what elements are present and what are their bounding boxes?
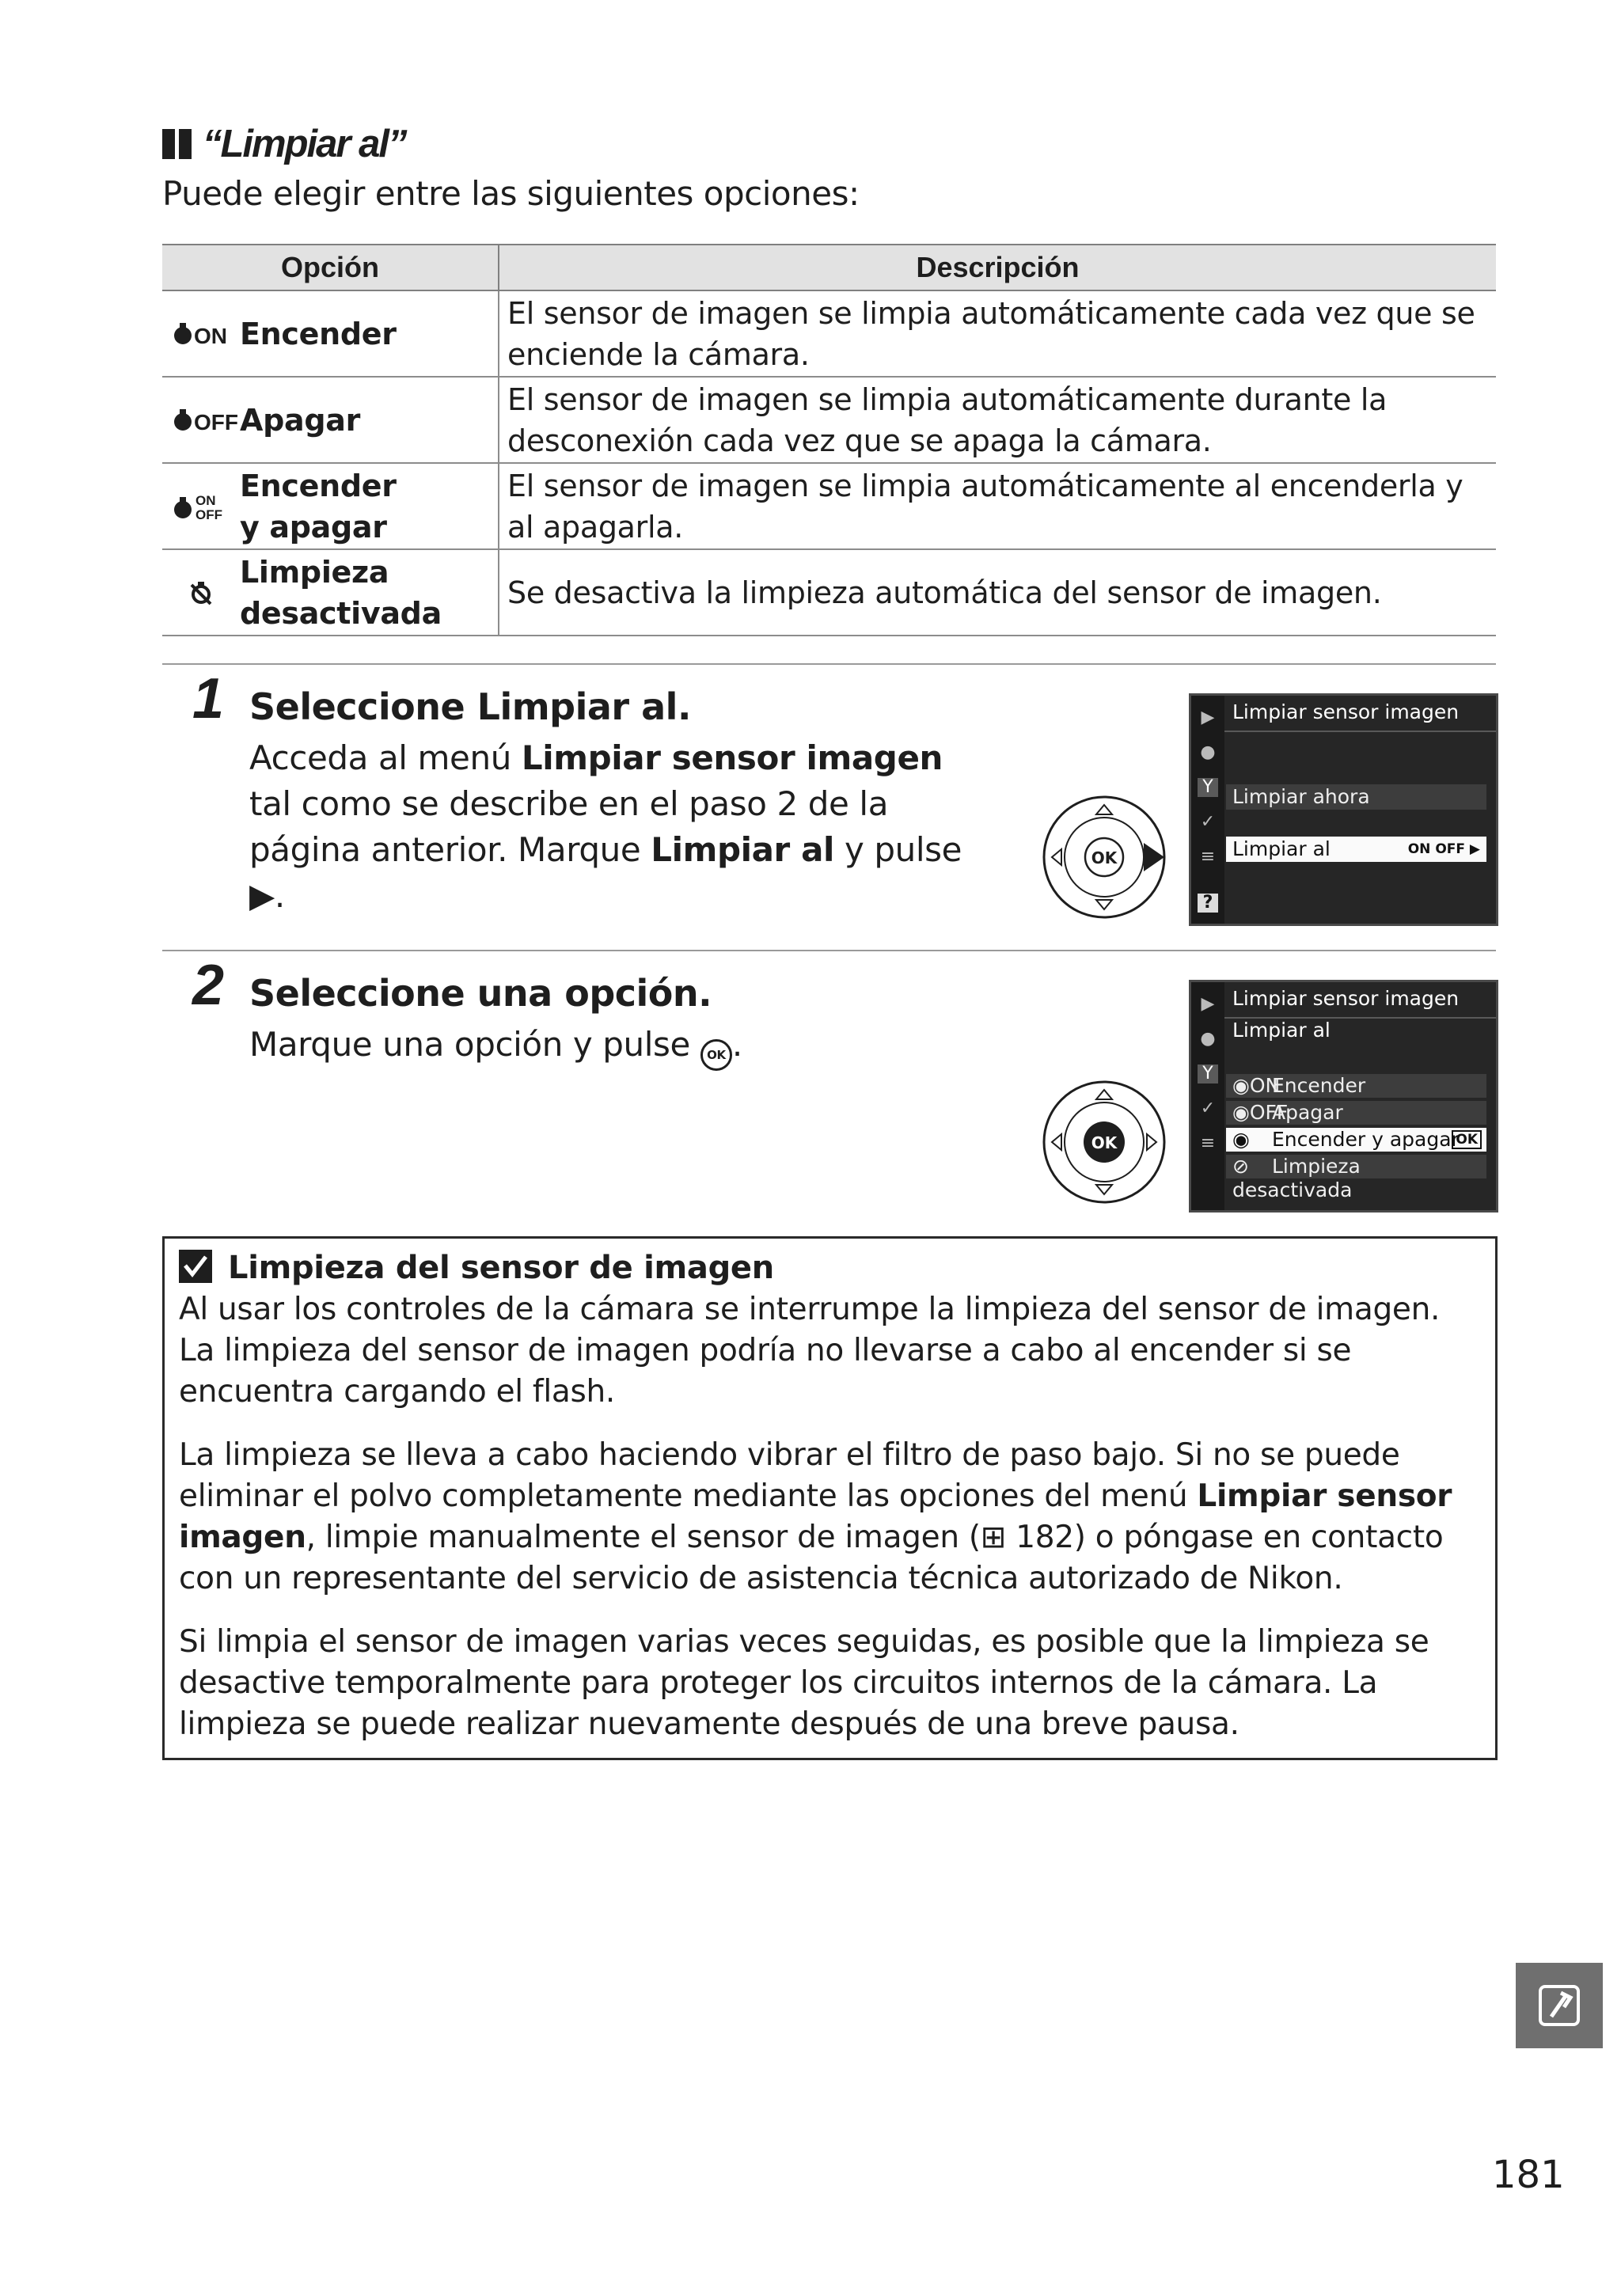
- sensor-off-icon: ◉OFF: [1232, 1101, 1289, 1124]
- note-header: [179, 1250, 774, 1286]
- note-title: Limpieza del sensor de imagen: [228, 1250, 774, 1286]
- setup-menu-icon: [1516, 1963, 1603, 2048]
- step-text: Acceda al menú Limpiar sensor imagen tal como se describe en el paso 2 de la página anterior. Marque Limpiar al y pulse ▶.: [249, 738, 962, 915]
- menu-item-value: ON OFF ▶: [1407, 841, 1480, 857]
- option-description: Se desactiva la limpieza automática del sensor de imagen.: [499, 549, 1496, 636]
- table-row: [162, 290, 1496, 377]
- option-description: El sensor de imagen se limpia automáticamente durante la desconexión cada vez que se apaga la cámara.: [499, 377, 1496, 463]
- intro-text: Puede elegir entre las siguientes opciones:: [162, 174, 860, 213]
- svg-text:OFF: OFF: [196, 507, 222, 522]
- section-heading: [162, 120, 405, 168]
- page-number: 181: [1492, 2153, 1565, 2197]
- option-label: Encender: [240, 316, 397, 351]
- note-box: [162, 1236, 1498, 1760]
- option-description: El sensor de imagen se limpia automáticamente al encenderla y al apagarla.: [499, 463, 1496, 549]
- table-row: [162, 549, 1496, 636]
- screen-title: Limpiar sensor imagen: [1232, 987, 1460, 1010]
- screen-subtitle: Limpiar al: [1232, 1019, 1331, 1042]
- checkmark-icon: [179, 1250, 212, 1286]
- multi-selector-ok: [1041, 1079, 1167, 1205]
- sensor-off-icon: [162, 404, 240, 436]
- menu-item[interactable]: ◉ONEncender: [1226, 1074, 1486, 1098]
- note-paragraph: La limpieza se lleva a cabo haciendo vibrar el filtro de paso bajo. Si no se puede eliminar el polvo completamente mediante las opciones del menú Limpiar sensor imagen, limpie manualmente el sensor de imagen (⊞ 182) o póngase en contacto con un representante del servicio de asistencia técnica autorizado de Nikon.: [179, 1437, 1452, 1596]
- menu-sidebar: [1191, 982, 1224, 1210]
- option-label: Limpieza desactivada: [240, 554, 442, 631]
- table-row: [162, 377, 1496, 463]
- recent-icon: ≡: [1200, 1133, 1216, 1153]
- menu-sidebar: [1191, 696, 1224, 924]
- ok-label: OK: [1091, 848, 1118, 867]
- svg-text:ON: ON: [196, 492, 216, 508]
- setup-icon: Y: [1198, 1065, 1218, 1083]
- options-table: [162, 244, 1496, 636]
- svg-text:OFF: OFF: [194, 409, 238, 435]
- table-header-row: [162, 245, 1496, 290]
- note-paragraph: Al usar los controles de la cámara se interrumpe la limpieza del sensor de imagen. La limpieza del sensor de imagen podría no llevarse a cabo al encender si se encuentra cargando el flash.: [179, 1292, 1441, 1410]
- note-paragraph: Si limpia el sensor de imagen varias veces seguidas, es posible que la limpieza se desactive temporalmente para proteger los circuitos internos de la cámara. La limpieza se puede realizar nuevamente después de una breve pausa.: [179, 1624, 1429, 1742]
- retouch-icon: ✓: [1200, 1099, 1216, 1118]
- ok-badge: OK: [1452, 1130, 1482, 1149]
- svg-text:ON: ON: [194, 323, 227, 348]
- menu-item-selected[interactable]: ◉ Encender y apagar OK: [1226, 1128, 1486, 1152]
- menu-item[interactable]: ◉OFFApagar: [1226, 1101, 1486, 1125]
- retouch-icon: ✓: [1200, 812, 1216, 832]
- camera-screen-2: [1189, 980, 1498, 1213]
- ok-button-icon: OK: [700, 1039, 732, 1071]
- book-icon: ⊞: [980, 1520, 1016, 1555]
- divider: [162, 663, 1496, 665]
- camera-screen-1: [1189, 693, 1498, 926]
- sensor-on-icon: ◉ON: [1232, 1074, 1281, 1097]
- help-icon: ?: [1198, 894, 1218, 913]
- menu-item-selected[interactable]: Limpiar al ON OFF ▶: [1226, 837, 1486, 862]
- step-title: Seleccione una opción.: [249, 972, 712, 1015]
- column-header-option: Opción: [162, 245, 499, 290]
- option-label: Apagar: [240, 402, 361, 438]
- divider: [162, 950, 1496, 951]
- playback-icon: ▶: [1201, 708, 1215, 727]
- step-number: 1: [192, 667, 223, 731]
- option-description: El sensor de imagen se limpia automáticamente cada vez que se enciende la cámara.: [499, 290, 1496, 377]
- sensor-on-off-icon: ◉: [1232, 1128, 1250, 1151]
- menu-item[interactable]: Limpiar ahora: [1226, 784, 1486, 810]
- step-title: Seleccione Limpiar al.: [249, 685, 691, 728]
- screen-title: Limpiar sensor imagen: [1232, 700, 1460, 723]
- section-marker-icon: [162, 129, 192, 159]
- setup-icon: Y: [1198, 778, 1218, 797]
- option-label: Encender y apagar: [240, 468, 397, 545]
- column-header-description: Descripción: [499, 245, 1496, 290]
- table-row: [162, 463, 1496, 549]
- playback-icon: ▶: [1201, 994, 1215, 1014]
- cleaning-off-icon: ⊘: [1232, 1155, 1249, 1178]
- step-text: Marque una opción y pulse OK .: [249, 1022, 985, 1071]
- cleaning-off-icon: [162, 577, 240, 609]
- shooting-icon: ●: [1200, 742, 1216, 762]
- ok-label: OK: [1091, 1133, 1118, 1152]
- shooting-icon: ●: [1200, 1029, 1216, 1049]
- sensor-on-icon: [162, 318, 240, 350]
- step-number: 2: [192, 954, 223, 1017]
- sensor-on-off-icon: [162, 489, 240, 524]
- menu-item[interactable]: ⊘ Limpieza desactivada: [1226, 1155, 1486, 1178]
- section-title: “Limpiar al”: [203, 123, 406, 165]
- recent-icon: ≡: [1200, 847, 1216, 867]
- multi-selector-right: [1041, 794, 1167, 920]
